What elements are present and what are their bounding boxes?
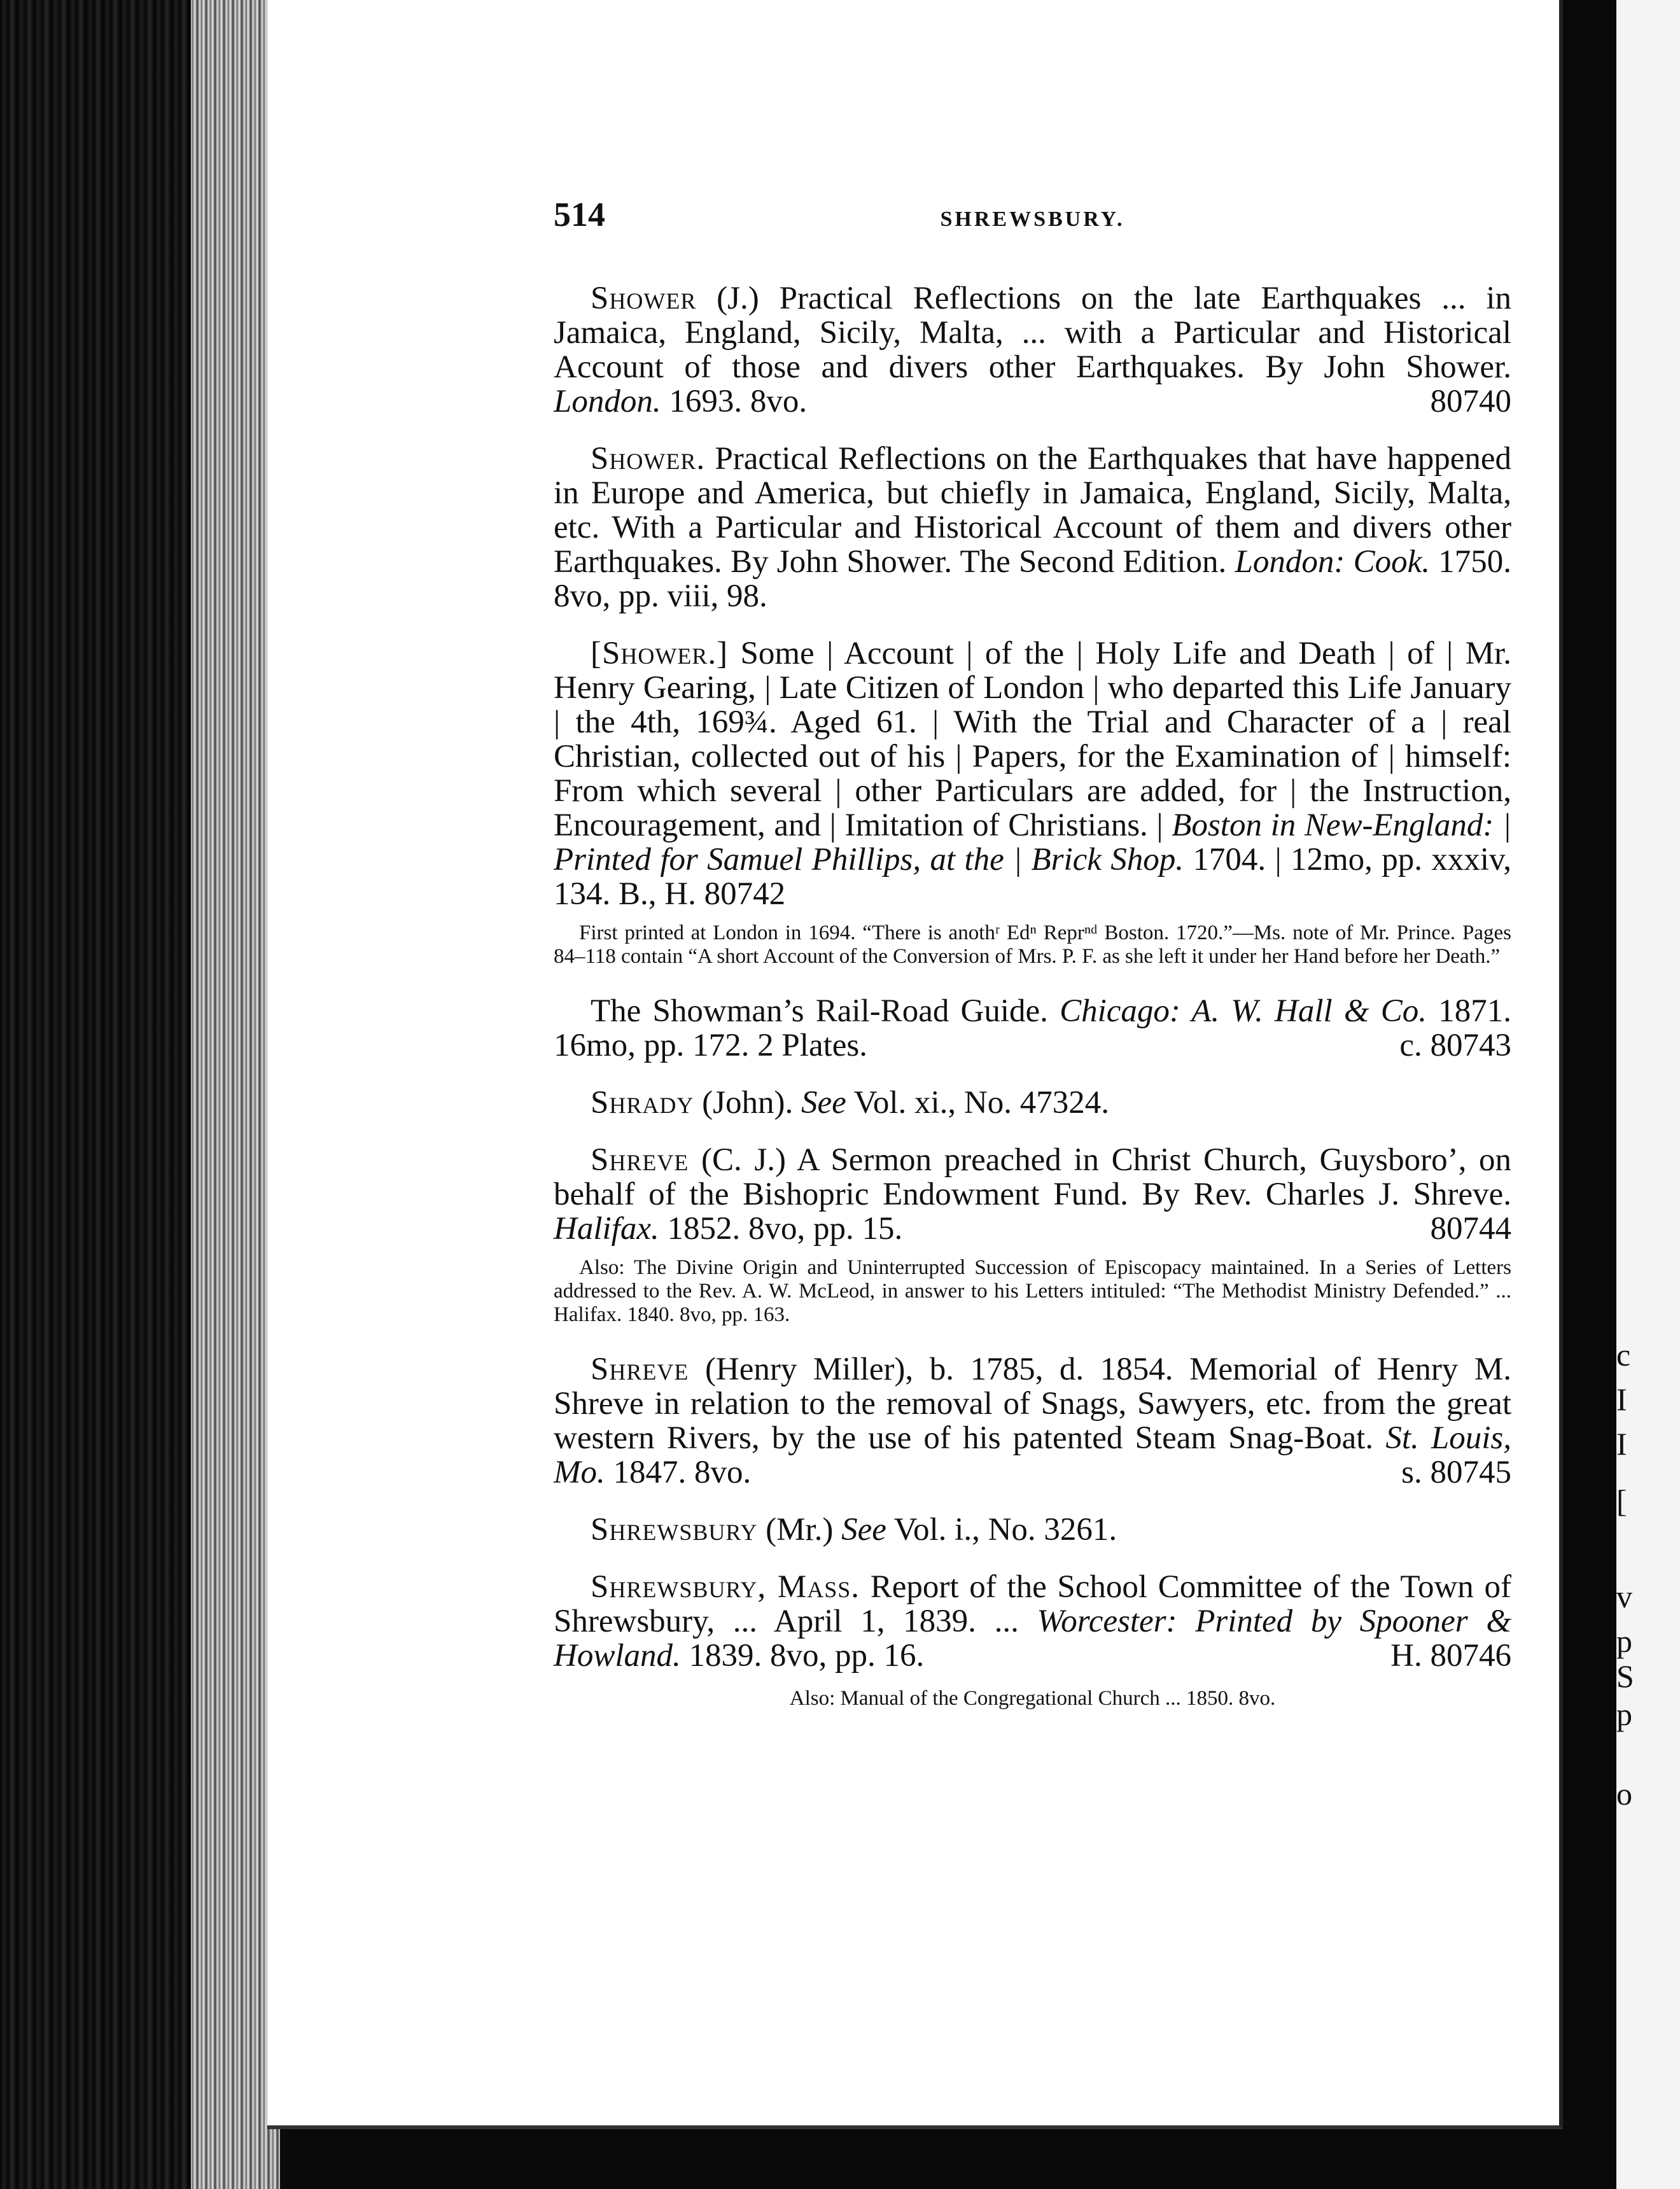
entry-tail: 1839. 8vo, pp. 16. — [680, 1638, 925, 1674]
entry-text: Some | Account | of the | Holy Life and Death | of | Mr. Henry Gearing, | Late Citizen of London | who departed this Life January | the 4th, 169¾. Aged 61. | With the Trial and Character of a | real Christian, collected out of his | Papers, for the Examination of | himself: From which several | other Particulars are added, for | the Instruction, Encouragement, and | Imitation of Christians. | — [554, 636, 1511, 843]
entry-number: H. 80746 — [1390, 1638, 1511, 1674]
next-page-fragment: I — [1616, 1426, 1627, 1462]
entry-number: 80740 — [1430, 384, 1511, 419]
next-page-fragment: c — [1616, 1337, 1631, 1373]
entry-imprint: London: Cook. — [1235, 544, 1431, 580]
entry-note: Also: The Divine Origin and Uninterrupted Succession of Episcopacy maintained. In a Series of Letters addressed to the Rev. A. W. McLeod, in answer to his Letters intituled: “The Methodist Ministry Defended.” ... Halifax. 1840. 8vo, pp. 163. — [554, 1256, 1511, 1326]
entry-imprint: See — [841, 1512, 886, 1548]
running-head: SHREWSBURY. — [940, 207, 1125, 231]
entry-tail: 1750. 8vo, pp. viii, 98. — [554, 544, 1512, 614]
entry-tail: 1847. 8vo. — [605, 1455, 752, 1490]
entry-name: Shrewsbury, Mass. — [591, 1569, 860, 1605]
bibliography-entry — [554, 1570, 1511, 1673]
entry-number: 80742 — [704, 876, 786, 912]
entry-name: Shreve — [591, 1352, 689, 1387]
bibliography-entry — [554, 1513, 1511, 1547]
entry-text: Practical Reflections on the Earthquakes that have happened in Europe and America, but chiefly in Jamaica, England, Sicily, Malta, etc. With a Particular and Historical Account of them and divers other Earthquakes. By John Shower. The Second Edition. — [554, 441, 1511, 580]
entry-name: Shreve — [591, 1142, 689, 1178]
bibliography-entry — [554, 1143, 1511, 1246]
entry-tail: 1852. 8vo, pp. 15. — [659, 1211, 903, 1247]
entry-number: s. 80745 — [1401, 1455, 1511, 1490]
entry-tail: 1704. | 12mo, pp. xxxiv, 134. B., H. — [554, 842, 1511, 912]
bibliography-entry — [554, 1086, 1511, 1120]
page-content — [554, 197, 1511, 1710]
next-page-fragment: p — [1616, 1696, 1632, 1732]
entry-imprint: Chicago: A. W. Hall & Co. — [1060, 993, 1427, 1029]
bibliography-entry — [554, 1352, 1511, 1490]
entry-text: (Henry Miller), b. 1785, d. 1854. Memorial of Henry M. Shreve in relation to the removal of Snags, Sawyers, etc. from the great western Rivers, by the use of his patented Steam Snag-Boat. — [554, 1352, 1511, 1456]
page-number: 514 — [554, 195, 605, 234]
entry-name: Shower. — [591, 441, 706, 477]
bibliography-entry — [554, 994, 1511, 1063]
entry-tail: Vol. xi., No. 47324. — [846, 1085, 1109, 1121]
entry-imprint: Boston in New-England: | Printed for Samuel Phillips, at the | Brick Shop. — [554, 808, 1511, 878]
entry-name: Shrewsbury — [591, 1512, 758, 1548]
entry-text: Report of the School Committee of the Town of Shrewsbury, ... April 1, 1839. ... — [554, 1569, 1511, 1639]
entry-imprint: Worcester: Printed by Spooner & Howland. — [554, 1604, 1511, 1674]
entry-name: [Shower.] — [591, 636, 729, 671]
bibliography-entry — [554, 636, 1511, 911]
entry-note: Also: Manual of the Congregational Church ... 1850. 8vo. — [789, 1687, 1276, 1710]
entry-name: Shrady — [591, 1085, 694, 1121]
entry-tail: 1693. 8vo. — [661, 384, 808, 419]
entry-text: (J.) Practical Reflections on the late Earthquakes ... in Jamaica, England, Sicily, Malta, ... with a Particular and Historical Account of those and divers other Earthquakes. By John Shower. — [554, 281, 1511, 385]
entry-imprint: See — [801, 1085, 846, 1121]
entry-imprint: London. — [554, 384, 661, 419]
entry-imprint: St. Louis, Mo. — [554, 1420, 1511, 1490]
entry-text: (John). — [694, 1085, 801, 1121]
entry-tail: 1871. 16mo, pp. 172. 2 Plates. — [554, 993, 1511, 1063]
next-page-fragment: o — [1616, 1776, 1632, 1812]
bibliography-entry — [554, 442, 1511, 613]
next-page-fragment: v — [1616, 1579, 1632, 1614]
entry-text: The Showman’s Rail-Road Guide. — [591, 993, 1060, 1029]
page-edges — [191, 0, 280, 2189]
next-page-fragment: I — [1616, 1381, 1627, 1417]
next-page-fragment: S — [1616, 1658, 1634, 1694]
next-page-fragment: [ — [1616, 1483, 1627, 1519]
entry-text: (C. J.) A Sermon preached in Christ Church, Guysboro’, on behalf of the Bishopric Endowment Fund. By Rev. Charles J. Shreve. — [554, 1142, 1511, 1212]
entry-name: Shower — [591, 281, 697, 316]
next-page-fragment: p — [1616, 1623, 1632, 1659]
entry-imprint: Halifax. — [554, 1211, 659, 1247]
page-header — [554, 197, 1511, 237]
entry-tail: Vol. i., No. 3261. — [886, 1512, 1117, 1548]
entry-number: c. 80743 — [1399, 1028, 1511, 1063]
bibliography-entry — [554, 281, 1511, 419]
entry-note: First printed at London in 1694. “There is anothʳ Edⁿ Reprⁿᵈ Boston. 1720.”—Ms. note of Mr. Prince. Pages 84–118 contain “A short Account of the Conversion of Mrs. P. F. as she left it under her Hand before her Death.” — [554, 921, 1511, 968]
next-page-edge — [1616, 0, 1680, 2189]
entry-number: 80744 — [1430, 1211, 1511, 1247]
entry-text: (Mr.) — [757, 1512, 842, 1548]
